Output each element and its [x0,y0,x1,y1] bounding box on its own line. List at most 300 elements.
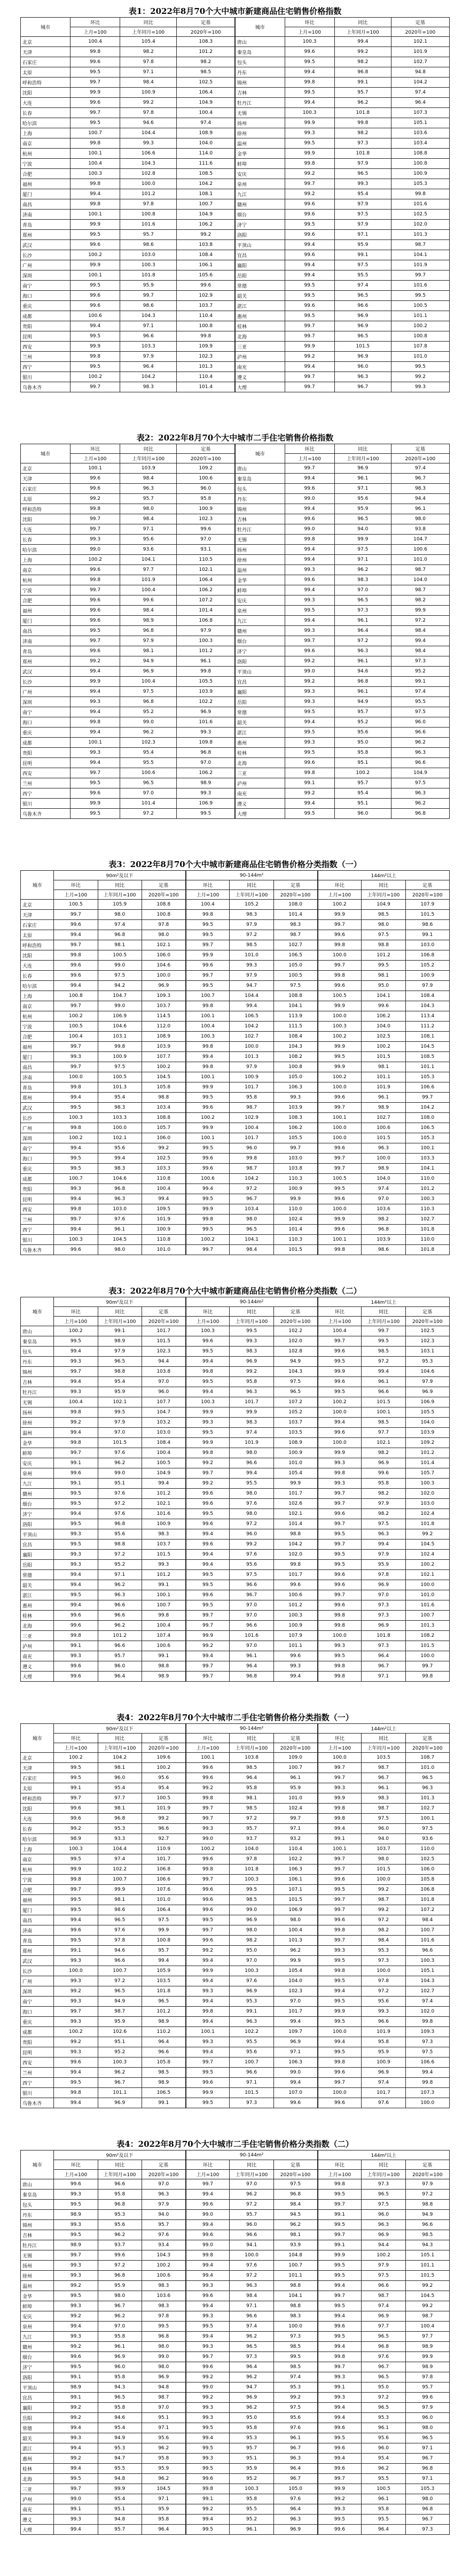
index-value: 96.3 [362,2220,405,2230]
city-name: 石家庄 [21,57,70,67]
index-value: 103.6 [391,128,449,138]
index-value: 99.4 [54,1377,98,1387]
index-value: 98.2 [334,57,391,67]
index-value: 102.4 [405,1509,449,1519]
index-value: 99.7 [318,2078,362,2088]
index-value: 99.1 [54,1479,98,1489]
index-value: 104.5 [98,1235,142,1245]
index-value: 98.1 [98,1895,142,1905]
index-value: 99.9 [285,149,334,159]
index-value: 97.1 [230,2301,273,2311]
table-row [21,159,450,169]
index-value: 95.8 [98,2372,142,2382]
index-value: 103.4 [230,1204,273,1214]
table-row [21,2250,450,2261]
index-value: 100.2 [70,250,120,260]
index-value: 104.4 [98,1844,142,1854]
city-name: 西安 [21,1204,54,1214]
index-value: 100.7 [405,1925,449,1936]
index-value: 101.0 [405,1590,449,1600]
index-value: 99.6 [186,1154,230,1164]
index-value: 98.7 [98,2007,142,2017]
city-name: 长沙 [21,1966,54,1976]
index-value: 96.3 [405,1783,449,1793]
index-value: 96.9 [362,2068,405,2078]
index-value: 97.0 [98,1428,142,1438]
data-table [20,1723,450,2108]
index-value: 99.6 [318,2443,362,2454]
city-name: 上海 [21,991,54,1001]
index-value: 97.6 [142,2230,185,2240]
index-value: 99.5 [318,2271,362,2281]
index-value: 100.6 [177,474,235,484]
index-value: 99.9 [186,1204,230,1214]
index-value: 99.8 [318,1814,362,1824]
index-value: 99.6 [70,484,120,494]
index-value: 99.4 [273,2078,317,2088]
city-name: 西宁 [21,788,70,799]
city-name: 深圳 [21,697,70,707]
index-value: 104.5 [405,2291,449,2301]
index-value: 100.9 [273,1448,317,1458]
index-value: 99.3 [186,2037,230,2047]
index-value: 96.5 [334,169,391,179]
city-name: 银川 [21,2088,54,2098]
index-value: 99.7 [318,1854,362,1865]
city-name: 银川 [21,372,70,382]
city-name: 重庆 [21,301,70,311]
table-row [21,291,450,301]
index-value: 102.0 [405,2007,449,2017]
index-value: 104.2 [405,1103,449,1113]
city-name: 丹东 [235,67,285,78]
index-value: 102.1 [362,1438,405,1448]
index-value: 96.3 [120,484,177,494]
index-value: 100.5 [142,1458,185,1468]
index-value: 100.3 [318,1022,362,1032]
col-header: 同比 [120,18,177,27]
index-value: 99.2 [285,788,334,799]
index-value: 100.0 [142,971,185,981]
index-value: 99.8 [70,352,120,362]
index-value: 96.2 [391,738,449,748]
table-row [21,565,450,575]
index-value: 99.5 [54,1763,98,1773]
city-name: 襄阳 [21,1550,54,1560]
index-value: 94.9 [98,2433,142,2443]
index-value: 99.8 [405,2078,449,2088]
table-row [21,1854,450,1865]
table-row [21,1611,450,1621]
index-value: 99.7 [186,1875,230,1885]
index-value: 97.0 [177,535,235,545]
sub-header: 上月=100 [285,27,334,37]
index-value: 104.1 [230,1235,273,1245]
index-value: 99.4 [334,37,391,47]
index-value: 99.1 [54,2372,98,2382]
index-value: 100.4 [142,1448,185,1458]
index-value: 94.6 [98,2413,142,2423]
index-value: 104.0 [362,1022,405,1032]
index-value: 99.6 [318,1915,362,1925]
sub-header: 上月=100 [186,1317,230,1326]
table-row [21,2098,450,2108]
index-value: 99.8 [54,2088,98,2098]
index-value: 98.7 [230,1103,273,1113]
table-row [21,1011,450,1022]
table-row [21,1225,450,1235]
table-row [21,778,450,788]
index-value: 99.9 [70,260,120,270]
index-value: 100.0 [362,1154,405,1164]
index-value: 99.2 [405,2301,449,2311]
index-value: 98.0 [230,1925,273,1936]
index-value: 99.8 [70,199,120,210]
city-name: 蚌埠 [21,1448,54,1458]
index-value: 99.8 [318,971,362,981]
city-name: 锦州 [21,2220,54,2230]
index-value: 99.8 [70,717,120,728]
table-row [21,1458,450,1468]
index-value: 97.5 [142,1915,185,1925]
index-value: 93.4 [142,2240,185,2250]
index-value: 94.3 [98,2382,142,2393]
index-value: 100.1 [70,270,120,281]
index-value: 97.0 [142,2179,185,2190]
table-row [21,1814,450,1824]
index-value: 98.2 [362,1214,405,1225]
index-value: 96.0 [334,809,391,819]
city-name: 烟台 [235,636,285,646]
index-value: 99.6 [318,1570,362,1580]
table-row [21,2291,450,2301]
city-name: 沈阳 [21,950,54,961]
index-value: 99.5 [285,88,334,98]
index-value: 99.7 [318,2200,362,2210]
index-value: 98.9 [120,616,177,626]
index-value: 106.8 [142,1865,185,1875]
index-value: 97.4 [98,920,142,930]
index-value: 99.7 [54,2007,98,2017]
city-name: 九江 [235,616,285,626]
index-value: 96.6 [230,1580,273,1590]
index-value: 97.5 [405,1824,449,1834]
city-name: 宁波 [21,585,70,595]
index-value: 97.1 [142,2494,185,2504]
index-value: 96.6 [230,1621,273,1631]
index-value: 93.9 [273,2240,317,2250]
table-row [21,971,450,981]
index-value: 96.3 [362,1529,405,1540]
city-name: 三亚 [235,768,285,778]
index-value: 100.3 [285,37,334,47]
sub-header: 上年同月=100 [230,1743,273,1753]
sub-header: 上年同月=100 [334,454,391,463]
index-value: 107.8 [391,342,449,352]
col-header: 定基 [273,1307,317,1317]
group-header: 90m²及以下 [54,1724,186,1734]
index-value: 100.6 [391,545,449,555]
index-value: 99.9 [391,606,449,616]
index-value: 99.5 [186,1225,230,1235]
index-value: 98.1 [362,1062,405,1072]
index-value: 99.9 [186,1631,230,1641]
index-value: 98.9 [54,2382,98,2393]
data-table [20,444,450,819]
col-header-city: 城市 [235,18,285,37]
index-value: 99.5 [285,748,334,758]
table-row [21,585,450,595]
col-header: 定基 [142,880,185,890]
index-value: 95.0 [362,2382,405,2393]
index-value: 102.4 [273,1804,317,1814]
index-value: 96.4 [142,2037,185,2047]
index-value: 99.5 [54,2200,98,2210]
index-value: 99.5 [54,1895,98,1905]
index-value: 98.4 [273,2200,317,2210]
index-value: 96.8 [177,748,235,758]
table-row [21,758,450,768]
table-row [21,545,450,555]
index-value: 96.6 [362,2281,405,2291]
index-value: 99.3 [334,179,391,189]
index-value: 99.7 [318,1164,362,1174]
index-value: 101.8 [405,1245,449,1255]
index-value: 101.8 [362,1631,405,1641]
sub-header: 上月=100 [54,890,98,900]
index-value: 96.1 [98,1225,142,1235]
index-value: 101.6 [391,281,449,291]
index-value: 97.1 [120,67,177,78]
index-value: 97.8 [142,2311,185,2322]
index-value: 98.3 [142,2281,185,2291]
city-name: 太原 [21,494,70,504]
sub-header: 上年同月=100 [230,2170,273,2179]
sub-header: 2020年=100 [405,2170,449,2179]
index-value: 99.6 [318,1347,362,1357]
col-header: 同比 [362,1734,405,1743]
city-name: 乌鲁木齐 [21,809,70,819]
index-value: 99.1 [142,1580,185,1590]
index-value: 99.1 [186,2494,230,2504]
index-value: 99.7 [318,1336,362,1347]
index-value: 99.8 [318,2352,362,2362]
table-row [21,2413,450,2423]
table-row [21,1062,450,1072]
index-value: 99.6 [318,1093,362,1103]
index-value: 99.2 [186,2504,230,2515]
index-value: 97.6 [273,2423,317,2433]
index-value: 95.7 [230,1824,273,1834]
sub-header: 上年同月=100 [98,2170,142,2179]
index-value: 96.1 [230,2525,273,2535]
index-value: 99.5 [186,920,230,930]
index-value: 100.3 [285,108,334,118]
city-name: 泸州 [235,778,285,788]
index-value: 99.5 [70,626,120,636]
index-value: 96.9 [120,667,177,677]
index-value: 98.5 [362,1418,405,1428]
index-value: 96.5 [120,778,177,788]
index-value: 100.4 [142,1184,185,1194]
table-title: 表3：2022年8月70个大中城市新建商品住宅销售价格分类指数（一） [108,860,362,869]
index-value: 100.0 [318,2027,362,2037]
city-name: 银川 [21,799,70,809]
index-value: 99.5 [54,1336,98,1347]
index-value: 102.6 [98,2027,142,2037]
index-value: 99.5 [186,1428,230,1438]
index-value: 102.8 [120,169,177,179]
city-name: 西安 [21,2057,54,2068]
index-value: 97.8 [120,108,177,118]
index-value: 95.8 [230,1783,273,1793]
index-value: 95.7 [230,2443,273,2454]
col-header: 环比 [318,2160,362,2170]
index-value: 99.4 [54,2423,98,2433]
index-value: 98.5 [230,940,273,950]
table-row [21,281,450,291]
index-value: 104.1 [405,1164,449,1174]
index-value: 96.8 [142,2332,185,2342]
table-row [21,250,450,260]
index-value: 106.3 [273,2057,317,2068]
table-row [21,1052,450,1062]
city-name: 郑州 [21,230,70,240]
sub-header: 2020年=100 [405,1317,449,1326]
index-value: 99.4 [70,758,120,768]
index-value: 101.9 [362,2027,405,2037]
index-value: 96.2 [142,2443,185,2454]
city-name: 赣州 [21,1489,54,1499]
index-value: 108.3 [177,37,235,47]
index-value: 99.7 [186,1925,230,1936]
index-value: 97.1 [120,321,177,331]
index-value: 104.2 [177,179,235,189]
table-row [21,1641,450,1651]
index-value: 93.8 [391,524,449,535]
table-row [21,728,450,738]
index-value: 102.7 [391,57,449,67]
table-row [21,169,450,179]
index-value: 99.7 [54,1885,98,1895]
index-value: 96.3 [142,2190,185,2200]
index-value: 101.0 [273,1458,317,1468]
city-name: 长沙 [21,677,70,687]
index-value: 98.4 [120,474,177,484]
index-value: 100.0 [54,1072,98,1082]
index-value: 95.4 [98,1093,142,1103]
index-value: 103.7 [142,1001,185,1011]
index-value: 100.2 [54,2027,98,2037]
index-value: 103.8 [230,1753,273,1763]
index-value: 106.0 [142,950,185,961]
index-value: 99.4 [54,2443,98,2454]
index-value: 99.6 [186,1895,230,1905]
index-value: 104.2 [391,78,449,88]
city-name: 无锡 [21,1397,54,1407]
index-value: 109.3 [142,991,185,1001]
index-value: 96.6 [230,1458,273,1468]
index-value: 95.1 [334,799,391,809]
index-value: 97.5 [98,1062,142,1072]
index-value: 99.1 [54,2504,98,2515]
index-value: 99.7 [405,1093,449,1103]
city-name: 兰州 [21,1214,54,1225]
table-row [21,463,450,474]
table-row [21,1590,450,1600]
city-name: 上海 [21,555,70,565]
index-value: 97.5 [273,2403,317,2413]
index-value: 100.8 [142,910,185,920]
index-value: 96.2 [334,98,391,108]
city-name: 湛江 [235,728,285,738]
index-value: 98.5 [230,1895,273,1905]
city-name: 南充 [21,2504,54,2515]
index-value: 94.4 [142,1357,185,1367]
index-value: 95.3 [230,1997,273,2007]
index-value: 104.5 [142,1072,185,1082]
index-value: 98.0 [391,514,449,524]
city-name: 秦皇岛 [235,47,285,57]
table-row [21,1834,450,1844]
index-value: 103.1 [405,1347,449,1357]
index-value: 99.5 [318,2017,362,2027]
sub-header: 2020年=100 [142,890,185,900]
index-value: 97.0 [177,758,235,768]
index-value: 106.4 [177,575,235,585]
index-value: 99.7 [186,1245,230,1255]
index-value: 96.5 [334,331,391,342]
index-value: 100.7 [142,1600,185,1611]
index-value: 96.8 [334,677,391,687]
index-value: 99.3 [54,1184,98,1194]
index-value: 108.4 [273,1032,317,1042]
index-value: 100.7 [186,991,230,1001]
index-value: 97.9 [98,1347,142,1357]
index-value: 99.7 [54,1001,98,1011]
index-value: 100.5 [273,971,317,981]
index-value: 99.8 [186,1214,230,1225]
index-value: 99.4 [186,1529,230,1540]
table-row [21,67,450,78]
sub-header: 上月=100 [318,1743,362,1753]
index-value: 100.1 [70,210,120,220]
city-name: 安庆 [21,2311,54,2322]
city-name: 岳阳 [21,1560,54,1570]
index-value: 98.8 [273,2281,317,2291]
table-row [21,2525,450,2535]
index-value: 104.3 [273,1367,317,1377]
city-name: 郑州 [21,656,70,667]
index-value: 99.3 [318,1479,362,1489]
city-name: 吉林 [235,88,285,98]
table-row [21,1174,450,1184]
table-row [21,2322,450,2332]
col-header: 同比 [362,2160,405,2170]
index-value: 97.4 [273,2372,317,2382]
index-value: 99.5 [186,1377,230,1387]
index-value: 100.9 [391,169,449,179]
table-row [21,788,450,799]
city-name: 西安 [21,768,70,778]
index-value: 95.1 [230,2454,273,2464]
index-value: 101.2 [120,189,177,199]
index-value: 97.6 [362,2352,405,2362]
index-value: 99.7 [54,910,98,920]
city-name: 赣州 [235,626,285,636]
index-value: 96.9 [177,707,235,717]
index-value: 98.0 [98,910,142,920]
